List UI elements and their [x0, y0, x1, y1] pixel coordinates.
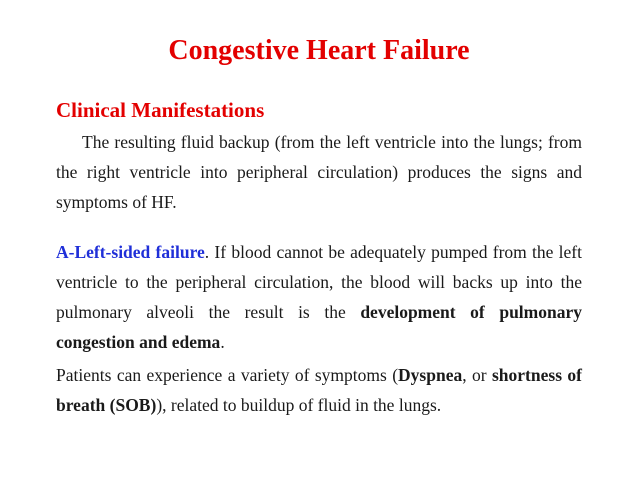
symptoms-text-a: Patients can experience a variety of symptoms ( — [56, 365, 399, 385]
slide-title: Congestive Heart Failure — [168, 35, 470, 66]
symptoms-text-b: , or — [462, 365, 492, 385]
intro-paragraph: The resulting fluid backup (from the left ventricle into the lungs; from the right ventricle into peripheral circulation) produces the signs and symptoms of HF. — [56, 132, 582, 212]
left-sided-text-a: . If blood cannot be adequately pumped from the left ventricle to the peripheral circulation, the blood will backs up into the pulmonary alveoli the result is the — [56, 242, 582, 322]
left-sided-text-b: . — [220, 332, 225, 352]
symptoms-text-c: ), related to buildup of fluid in the lungs. — [156, 395, 442, 415]
pulmonary-congestion-phrase: development of pulmonary congestion and edema — [56, 302, 582, 352]
left-sided-failure-label: A-Left-sided failure — [56, 242, 205, 262]
section-heading: Clinical Manifestations — [56, 98, 265, 122]
dyspnea-term: Dyspnea — [398, 365, 463, 385]
sob-term: shortness of breath (SOB) — [56, 365, 582, 415]
symptoms-paragraph — [56, 360, 582, 420]
left-sided-failure-paragraph — [56, 237, 582, 357]
